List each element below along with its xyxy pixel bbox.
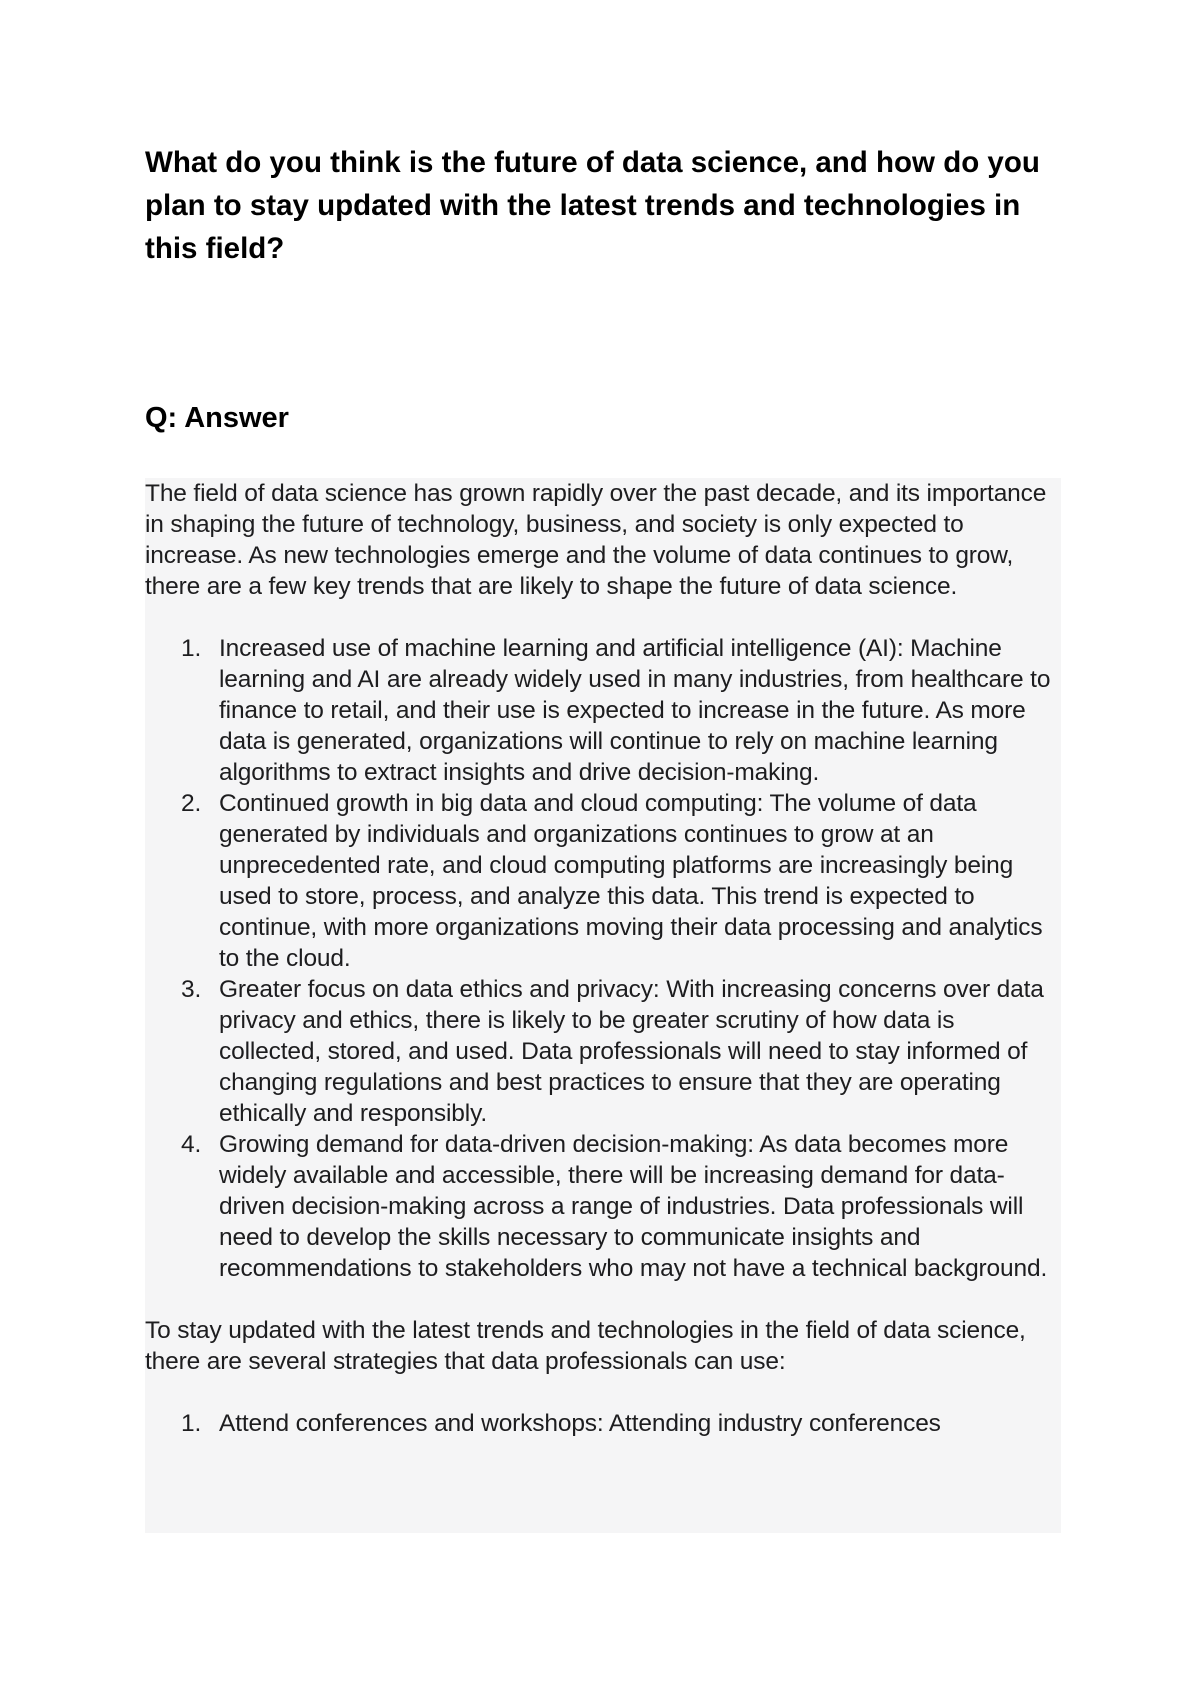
list-item [145,788,1061,974]
list-item [145,974,1061,1129]
strategies-list [145,1408,1061,1439]
list-item-number: 3. [181,976,202,1003]
trends-list [145,633,1061,1284]
list-item-number: 4. [181,1131,202,1158]
list-item-text: Growing demand for data-driven decision-making: As data becomes more widely available and accessible, there will be increasing demand for data-driven decision-making across a range of industries. Data professionals will need to develop the skills necessary to communicate insights and recommendations to stakeholders who may not have a technical background. [219,1131,1048,1282]
list-item-number: 2. [181,790,202,817]
list-item-text: Continued growth in big data and cloud computing: The volume of data generated by individuals and organizations continues to grow at an unprecedented rate, and cloud computing platforms are increasingly being used to store, process, and analyze this data. This trend is expected to continue, with more organizations moving their data processing and analytics to the cloud. [219,790,1043,972]
list-item-text: Increased use of machine learning and artificial intelligence (AI): Machine learning and AI are already widely used in many industries, from healthcare to finance to retail, and their use is expected to increase in the future. As more data is generated, organizations will continue to rely on machine learning algorithms to extract insights and drive decision-making. [219,635,1051,786]
paragraph-spacer [145,1377,1061,1408]
paragraph-spacer [145,1284,1061,1315]
question-heading: What do you think is the future of data science, and how do you plan to stay updated with the latest trends and technologies in this field? [145,146,1040,265]
answer-heading: Q: Answer [145,402,289,434]
list-item-text: Attend conferences and workshops: Attending industry conferences [219,1410,941,1437]
list-item-number: 1. [181,1410,202,1437]
list-item [145,1408,1061,1439]
list-item-text: Greater focus on data ethics and privacy: With increasing concerns over data privacy and ethics, there is likely to be greater scrutiny of how data is collected, stored, and used. Data professionals will need to stay informed of changing regulations and best practices to ensure that they are operating ethically and responsibly. [219,976,1044,1127]
intro-paragraph: The field of data science has grown rapidly over the past decade, and its importance in shaping the future of technology, business, and society is only expected to increase. As new technologies emerge and the volume of data continues to grow, there are a few key trends that are likely to shape the future of data science. [145,480,1047,600]
list-item [145,1129,1061,1284]
strategies-intro-paragraph: To stay updated with the latest trends and technologies in the field of data science, there are several strategies that data professionals can use: [145,1317,1026,1375]
answer-body [145,478,1061,1533]
list-item-number: 1. [181,635,202,662]
paragraph-spacer [145,602,1061,633]
list-item [145,633,1061,788]
